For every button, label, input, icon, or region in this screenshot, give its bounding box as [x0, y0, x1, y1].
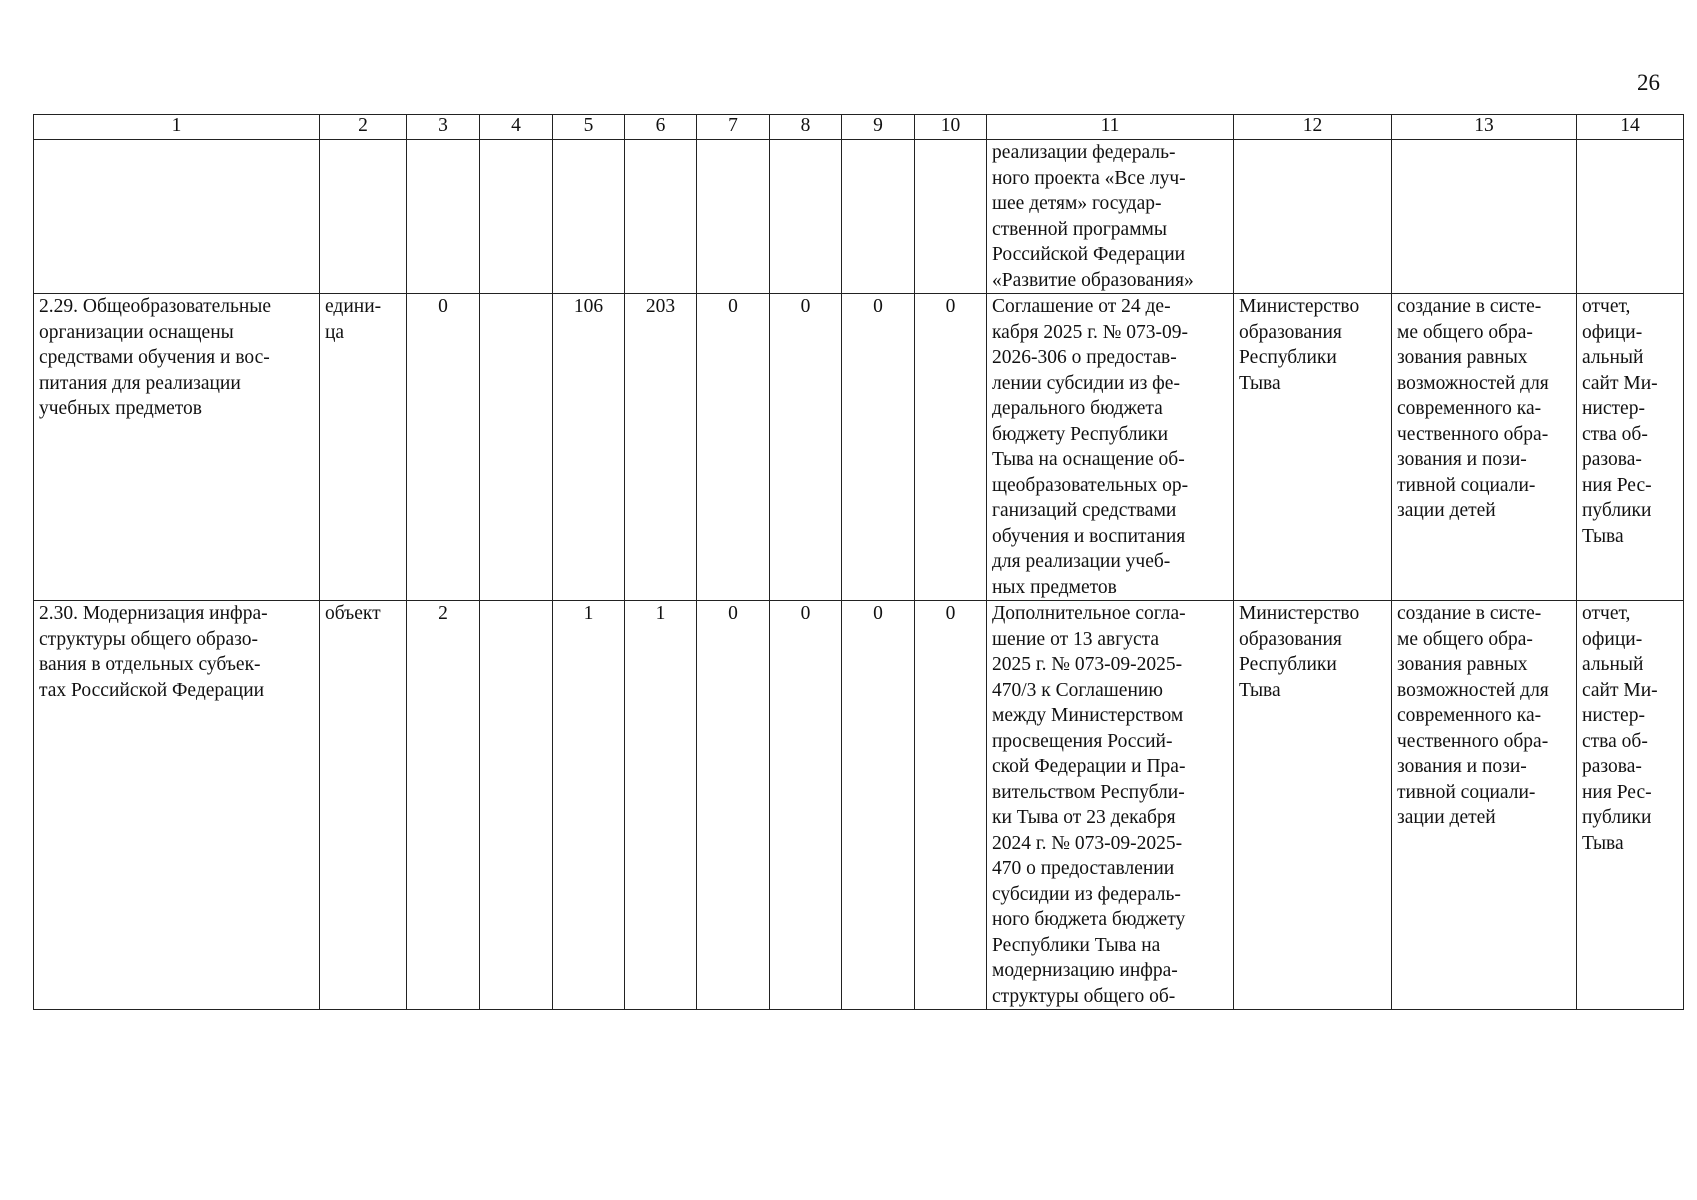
cell-text-line: щеобразовательных ор- — [992, 474, 1189, 496]
cell-text-line: зации детей — [1397, 500, 1496, 521]
column-header-2: 2 — [320, 115, 407, 140]
cell-text-line: субсидии из федераль- — [992, 883, 1181, 905]
cell-text-line: отчет, — [1582, 603, 1631, 624]
cell-text-line: ганизаций средствами — [992, 500, 1177, 521]
cell-text-line: Российской Федерации — [992, 244, 1186, 265]
table-row-continuation — [34, 140, 1684, 294]
cell-col-9: 0 — [842, 294, 915, 601]
cell-text-line: образования — [1239, 321, 1342, 343]
cell-col-4 — [480, 294, 553, 601]
cell-text-line: создание в систе- — [1397, 603, 1542, 624]
cell-col-3: 2 — [407, 601, 480, 1010]
cell-text-line: Республики Тыва на — [992, 934, 1161, 956]
cell-text-line: ного бюджета бюджету — [992, 909, 1186, 930]
cell-text-line: чественного обра- — [1397, 423, 1549, 445]
cell-text-line: ца — [325, 321, 345, 343]
cell-text-line: публики — [1582, 807, 1652, 828]
cell-text-line: Министерство — [1239, 603, 1360, 624]
cell-text-line: Тыва — [1239, 679, 1281, 701]
table-row-2-30 — [34, 601, 1684, 1010]
cell-text-line: офици- — [1582, 628, 1643, 650]
cell-col-12 — [1234, 601, 1392, 1010]
cell-text-line: ской Федерации и Пра- — [992, 756, 1186, 777]
cell-text-line: тах Российской Федерации — [39, 679, 265, 701]
cell-text-line: Тыва — [1239, 372, 1281, 394]
cell-text-line: зации детей — [1397, 807, 1496, 828]
cell-text-line: офици- — [1582, 321, 1643, 343]
cell-text-line: альный — [1582, 654, 1644, 675]
column-header-4: 4 — [480, 115, 553, 140]
cell-col-2 — [320, 294, 407, 601]
cell-text-line: 2025 г. № 073-09-2025- — [992, 654, 1183, 675]
cell-col-8: 0 — [770, 601, 842, 1010]
cell-text-line: альный — [1582, 347, 1644, 368]
cell-text-line: лении субсидии из фе- — [992, 372, 1180, 394]
column-header-9: 9 — [842, 115, 915, 140]
cell-col-1 — [34, 140, 320, 294]
cell-col-14 — [1577, 294, 1684, 601]
cell-text-line: 470/3 к Соглашению — [992, 679, 1163, 701]
cell-text-line: шение от 13 августа — [992, 628, 1160, 650]
cell-col-6 — [625, 140, 697, 294]
cell-text-line: структуры общего образо- — [39, 628, 259, 650]
column-header-11: 11 — [987, 115, 1234, 140]
cell-text-line: 2024 г. № 073-09-2025- — [992, 832, 1183, 854]
cell-col-9: 0 — [842, 601, 915, 1010]
cell-text-line: обучения и воспитания — [992, 525, 1186, 547]
cell-col-11 — [987, 294, 1234, 601]
cell-text-line: разова- — [1582, 449, 1642, 470]
cell-col-13 — [1392, 140, 1577, 294]
cell-col-5 — [553, 140, 625, 294]
cell-text-line: сайт Ми- — [1582, 679, 1658, 701]
cell-text-line: возможностей для — [1397, 372, 1549, 394]
cell-text-line: зования и пози- — [1397, 449, 1527, 470]
cell-text-line: модернизацию инфра- — [992, 960, 1178, 981]
cell-text-line: публики — [1582, 500, 1652, 521]
cell-text-line: едини- — [325, 296, 382, 317]
page-number: 26 — [1637, 70, 1660, 95]
cell-text-line: ства об- — [1582, 730, 1648, 752]
cell-text-line: Тыва — [1582, 832, 1624, 854]
cell-text-line: современного ка- — [1397, 705, 1542, 726]
cell-text-line: бюджету Республики — [992, 423, 1169, 445]
column-header-7: 7 — [697, 115, 770, 140]
cell-col-8: 0 — [770, 294, 842, 601]
cell-text-line: современного ка- — [1397, 398, 1542, 419]
cell-text-line: Тыва на оснащение об- — [992, 449, 1185, 470]
cell-text-line: ме общего обра- — [1397, 628, 1533, 650]
table-row-2-29 — [34, 294, 1684, 601]
cell-text-line: «Развитие образования» — [992, 269, 1194, 291]
cell-text-line: для реализации учеб- — [992, 551, 1171, 572]
cell-text-line: Соглашение от 24 де- — [992, 296, 1171, 317]
cell-text-line: Республики — [1239, 654, 1337, 675]
cell-text-line: Республики — [1239, 347, 1337, 368]
cell-col-11 — [987, 601, 1234, 1010]
cell-text-line: ния Рес- — [1582, 474, 1652, 496]
cell-text-line: Министерство — [1239, 296, 1360, 317]
cell-text-line: учебных предметов — [39, 398, 203, 419]
cell-text-line: питания для реализации — [39, 372, 241, 394]
cell-text-line: 470 о предоставлении — [992, 858, 1175, 879]
table-body — [34, 140, 1684, 1010]
column-header-3: 3 — [407, 115, 480, 140]
cell-col-1 — [34, 294, 320, 601]
cell-text-line: тивной социали- — [1397, 474, 1536, 496]
cell-text-line: ственной программы — [992, 218, 1167, 240]
cell-text-line: вания в отдельных субъек- — [39, 654, 261, 675]
measures-table — [33, 114, 1684, 1010]
cell-text-line: возможностей для — [1397, 679, 1549, 701]
cell-col-4 — [480, 140, 553, 294]
cell-col-5: 106 — [553, 294, 625, 601]
cell-text-line: образования — [1239, 628, 1342, 650]
cell-text-line: 2026-306 о предостав- — [992, 347, 1177, 368]
cell-text-line: вительством Республи- — [992, 781, 1185, 803]
cell-text-line: чественного обра- — [1397, 730, 1549, 752]
cell-col-6: 203 — [625, 294, 697, 601]
cell-text-line: между Министерством — [992, 705, 1184, 726]
cell-text-line: ства об- — [1582, 423, 1648, 445]
cell-text-line: организации оснащены — [39, 321, 234, 343]
cell-text-line: нистер- — [1582, 398, 1645, 419]
cell-col-3 — [407, 140, 480, 294]
cell-text-line: объект — [325, 603, 381, 624]
header-row — [34, 115, 1684, 140]
column-header-14: 14 — [1577, 115, 1684, 140]
cell-col-8 — [770, 140, 842, 294]
cell-text-line: Тыва — [1582, 525, 1624, 547]
cell-col-6: 1 — [625, 601, 697, 1010]
cell-col-10: 0 — [915, 294, 987, 601]
cell-text-line: 2.30. Модернизация инфра- — [39, 603, 268, 624]
cell-text-line: зования равных — [1397, 654, 1528, 675]
cell-text-line: средствами обучения и вос- — [39, 347, 270, 368]
cell-text-line: дерального бюджета — [992, 398, 1163, 419]
cell-text-line: создание в систе- — [1397, 296, 1542, 317]
column-header-13: 13 — [1392, 115, 1577, 140]
column-header-12: 12 — [1234, 115, 1392, 140]
cell-text-line: кабря 2025 г. № 073-09- — [992, 321, 1188, 343]
cell-col-14 — [1577, 601, 1684, 1010]
cell-text-line: шее детям» государ- — [992, 193, 1162, 214]
column-header-10: 10 — [915, 115, 987, 140]
cell-col-9 — [842, 140, 915, 294]
cell-text-line: Дополнительное согла- — [992, 603, 1186, 624]
cell-col-5: 1 — [553, 601, 625, 1010]
cell-text-line: зования и пози- — [1397, 756, 1527, 777]
cell-col-3: 0 — [407, 294, 480, 601]
cell-col-1 — [34, 601, 320, 1010]
cell-text-line: реализации федераль- — [992, 142, 1176, 163]
cell-col-10: 0 — [915, 601, 987, 1010]
cell-text-line: структуры общего об- — [992, 985, 1176, 1007]
column-header-8: 8 — [770, 115, 842, 140]
cell-col-7: 0 — [697, 294, 770, 601]
table-header — [34, 115, 1684, 140]
cell-text-line: ме общего обра- — [1397, 321, 1533, 343]
cell-col-12 — [1234, 140, 1392, 294]
cell-col-12 — [1234, 294, 1392, 601]
cell-text-line: сайт Ми- — [1582, 372, 1658, 394]
cell-col-13 — [1392, 294, 1577, 601]
cell-text-line: ных предметов — [992, 576, 1117, 598]
column-header-6: 6 — [625, 115, 697, 140]
cell-text-line: 2.29. Общеобразовательные — [39, 296, 272, 317]
cell-col-10 — [915, 140, 987, 294]
cell-text-line: нистер- — [1582, 705, 1645, 726]
cell-col-4 — [480, 601, 553, 1010]
cell-text-line: ки Тыва от 23 декабря — [992, 807, 1176, 828]
cell-text-line: тивной социали- — [1397, 781, 1536, 803]
cell-text-line: просвещения Россий- — [992, 730, 1173, 752]
cell-text-line: ного проекта «Все луч- — [992, 167, 1186, 189]
cell-col-7 — [697, 140, 770, 294]
cell-col-14 — [1577, 140, 1684, 294]
cell-text-line: зования равных — [1397, 347, 1528, 368]
column-header-1: 1 — [34, 115, 320, 140]
cell-text-line: ния Рес- — [1582, 781, 1652, 803]
cell-col-2 — [320, 601, 407, 1010]
column-header-5: 5 — [553, 115, 625, 140]
cell-col-2 — [320, 140, 407, 294]
cell-text-line: отчет, — [1582, 296, 1631, 317]
cell-col-7: 0 — [697, 601, 770, 1010]
cell-text-line: разова- — [1582, 756, 1642, 777]
cell-col-13 — [1392, 601, 1577, 1010]
cell-col-11 — [987, 140, 1234, 294]
